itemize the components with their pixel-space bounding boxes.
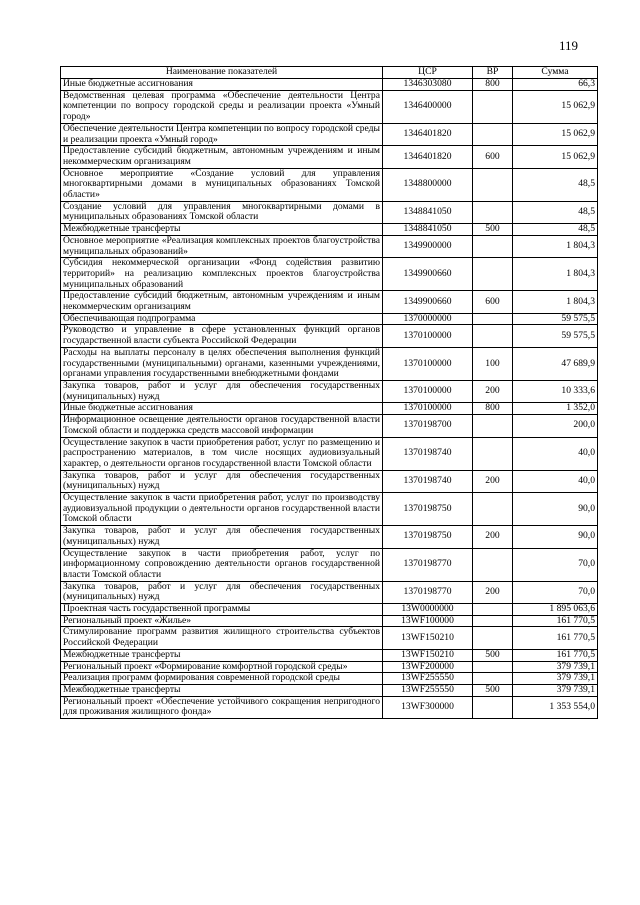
table-row	[61, 224, 598, 236]
row-sum: 59 575,5	[513, 325, 598, 347]
row-vr: 600	[473, 291, 513, 313]
row-csr: 1370100000	[383, 325, 473, 347]
row-sum: 161 770,5	[513, 627, 598, 649]
row-vr: 500	[473, 649, 513, 661]
row-vr	[473, 235, 513, 257]
row-csr: 1370198750	[383, 526, 473, 548]
table-row	[61, 696, 598, 718]
row-csr: 1370100000	[383, 380, 473, 402]
row-csr: 1346401820	[383, 123, 473, 145]
row-name: Закупка товаров, работ и услуг для обеспечения государственных (муниципальных) нужд	[61, 526, 383, 548]
row-csr: 13WF255550	[383, 673, 473, 685]
row-vr	[473, 673, 513, 685]
row-name: Закупка товаров, работ и услуг для обеспечения государственных (муниципальных) нужд	[61, 581, 383, 603]
row-name: Закупка товаров, работ и услуг для обеспечения государственных (муниципальных) нужд	[61, 380, 383, 402]
row-csr: 1370198700	[383, 415, 473, 437]
row-sum: 1 804,3	[513, 235, 598, 257]
row-sum: 66,3	[513, 79, 598, 91]
row-name: Обеспечение деятельности Центра компетенции по вопросу городской среды и реализации проекта «Умный город»	[61, 123, 383, 145]
row-vr	[473, 325, 513, 347]
row-name: Закупка товаров, работ и услуг для обеспечения государственных (муниципальных) нужд	[61, 470, 383, 492]
row-name: Осуществление закупок в части приобретения работ, услуг по информационному сопровождению деятельности органов государственной власти Томской области	[61, 548, 383, 581]
row-sum: 15 062,9	[513, 123, 598, 145]
table-row	[61, 604, 598, 616]
row-sum: 90,0	[513, 493, 598, 526]
row-vr	[473, 437, 513, 470]
row-vr	[473, 615, 513, 627]
row-name: Основное мероприятие «Реализация комплексных проектов благоустройства муниципальных образований»	[61, 235, 383, 257]
row-sum: 15 062,9	[513, 90, 598, 123]
row-csr: 1349900000	[383, 235, 473, 257]
table-row	[61, 201, 598, 223]
row-csr: 1370000000	[383, 313, 473, 325]
table-row	[61, 313, 598, 325]
row-vr	[473, 258, 513, 291]
row-sum: 90,0	[513, 526, 598, 548]
row-vr	[473, 313, 513, 325]
row-vr: 500	[473, 224, 513, 236]
row-sum: 1 895 063,6	[513, 604, 598, 616]
row-vr: 200	[473, 470, 513, 492]
row-vr: 200	[473, 380, 513, 402]
row-csr: 1348841050	[383, 224, 473, 236]
table-row	[61, 123, 598, 145]
row-sum: 48,5	[513, 201, 598, 223]
header-csr: ЦСР	[383, 67, 473, 79]
row-sum: 1 353 554,0	[513, 696, 598, 718]
table-header-row	[61, 67, 598, 79]
row-vr	[473, 661, 513, 673]
row-csr: 1370100000	[383, 347, 473, 380]
row-name: Региональный проект «Обеспечение устойчивого сокращения непригодного для проживания жилищного фонда»	[61, 696, 383, 718]
table-row	[61, 403, 598, 415]
row-sum: 1 804,3	[513, 258, 598, 291]
row-sum: 59 575,5	[513, 313, 598, 325]
row-csr: 13W0000000	[383, 604, 473, 616]
row-sum: 40,0	[513, 470, 598, 492]
table-row	[61, 235, 598, 257]
row-name: Предоставление субсидий бюджетным, автономным учреждениям и иным некоммерческим организациям	[61, 291, 383, 313]
header-sum: Сумма	[513, 67, 598, 79]
row-vr	[473, 696, 513, 718]
row-name: Информационное освещение деятельности органов государственной власти Томской области и поддержка средств массовой информации	[61, 415, 383, 437]
row-vr: 600	[473, 146, 513, 168]
row-name: Реализация программ формирования современной городской среды	[61, 673, 383, 685]
row-name: Проектная часть государственной программы	[61, 604, 383, 616]
row-csr: 13WF200000	[383, 661, 473, 673]
row-name: Ведомственная целевая программа «Обеспечение деятельности Центра компетенции по вопросу городской среды и реализации проекта «Умный город»	[61, 90, 383, 123]
row-sum: 48,5	[513, 168, 598, 201]
row-csr: 1349900660	[383, 258, 473, 291]
row-vr	[473, 627, 513, 649]
row-sum: 379 739,1	[513, 684, 598, 696]
row-name: Создание условий для управления многоквартирными домами в муниципальных образованиях Томской области	[61, 201, 383, 223]
row-name: Основное мероприятие «Создание условий для управления многоквартирными домами в муниципальных образованиях Томской области»	[61, 168, 383, 201]
row-vr	[473, 604, 513, 616]
header-name: Наименование показателей	[61, 67, 383, 79]
row-sum: 10 333,6	[513, 380, 598, 402]
table-row	[61, 146, 598, 168]
table-row	[61, 581, 598, 603]
row-csr: 13WF100000	[383, 615, 473, 627]
row-sum: 379 739,1	[513, 673, 598, 685]
row-vr: 800	[473, 79, 513, 91]
row-csr: 1370198750	[383, 493, 473, 526]
row-name: Стимулирование программ развития жилищного строительства субъектов Российской Федерации	[61, 627, 383, 649]
row-csr: 1370100000	[383, 403, 473, 415]
row-csr: 1370198740	[383, 437, 473, 470]
row-csr: 1370198770	[383, 548, 473, 581]
table-row	[61, 673, 598, 685]
row-name: Межбюджетные трансферты	[61, 224, 383, 236]
page-number: 119	[558, 38, 578, 53]
table-row	[61, 649, 598, 661]
row-vr: 200	[473, 526, 513, 548]
table-row	[61, 380, 598, 402]
table-row	[61, 168, 598, 201]
row-name: Предоставление субсидий бюджетным, автономным учреждениям и иным некоммерческим организациям	[61, 146, 383, 168]
row-csr: 1370198740	[383, 470, 473, 492]
row-vr	[473, 168, 513, 201]
row-sum: 200,0	[513, 415, 598, 437]
row-csr: 13WF150210	[383, 627, 473, 649]
table-row	[61, 291, 598, 313]
table-row	[61, 90, 598, 123]
row-vr	[473, 493, 513, 526]
table-row	[61, 526, 598, 548]
row-csr: 1348800000	[383, 168, 473, 201]
row-name: Обеспечивающая подпрограмма	[61, 313, 383, 325]
row-sum: 47 689,9	[513, 347, 598, 380]
table-row	[61, 684, 598, 696]
row-sum: 161 770,5	[513, 615, 598, 627]
table-row	[61, 470, 598, 492]
table-row	[61, 661, 598, 673]
table-row	[61, 347, 598, 380]
row-vr	[473, 415, 513, 437]
budget-table	[60, 66, 598, 719]
row-name: Руководство и управление в сфере установленных функций органов государственной власти субъекта Российской Федерации	[61, 325, 383, 347]
row-vr	[473, 201, 513, 223]
row-name: Межбюджетные трансферты	[61, 684, 383, 696]
row-csr: 1348841050	[383, 201, 473, 223]
table-row	[61, 437, 598, 470]
row-sum: 1 804,3	[513, 291, 598, 313]
row-vr	[473, 123, 513, 145]
table-row	[61, 615, 598, 627]
row-sum: 40,0	[513, 437, 598, 470]
row-csr: 1346401820	[383, 146, 473, 168]
row-vr: 100	[473, 347, 513, 380]
table-body	[61, 79, 598, 719]
table-row	[61, 79, 598, 91]
table-row	[61, 415, 598, 437]
row-name: Межбюджетные трансферты	[61, 649, 383, 661]
row-csr: 1346303080	[383, 79, 473, 91]
row-csr: 1346400000	[383, 90, 473, 123]
row-sum: 48,5	[513, 224, 598, 236]
header-vr: ВР	[473, 67, 513, 79]
row-csr: 1370198770	[383, 581, 473, 603]
row-csr: 13WF150210	[383, 649, 473, 661]
row-name: Расходы на выплаты персоналу в целях обеспечения выполнения функций государственными (муниципальными) органами, казенными учреждениями, органами управления государственными внебюджетными фондами	[61, 347, 383, 380]
row-name: Субсидия некоммерческой организации «Фонд содействия развитию территорий» на реализацию комплексных проектов благоустройства муниципальных образований	[61, 258, 383, 291]
row-csr: 1349900660	[383, 291, 473, 313]
row-sum: 379 739,1	[513, 661, 598, 673]
row-vr: 500	[473, 684, 513, 696]
row-vr	[473, 548, 513, 581]
row-name: Иные бюджетные ассигнования	[61, 79, 383, 91]
row-csr: 13WF255550	[383, 684, 473, 696]
table-row	[61, 325, 598, 347]
table-row	[61, 627, 598, 649]
row-vr	[473, 90, 513, 123]
row-sum: 1 352,0	[513, 403, 598, 415]
row-csr: 13WF300000	[383, 696, 473, 718]
row-name: Иные бюджетные ассигнования	[61, 403, 383, 415]
row-name: Региональный проект «Формирование комфортной городской среды»	[61, 661, 383, 673]
table-row	[61, 258, 598, 291]
row-name: Осуществление закупок в части приобретения работ, услуг по производству аудиовизуальной продукции о деятельности органов государственной власти Томской области	[61, 493, 383, 526]
row-vr: 200	[473, 581, 513, 603]
row-name: Осуществление закупок в части приобретения работ, услуг по размещению и распространению материалов, в том числе носящих аудиовизуальный характер, о деятельности органов государственной власти Томской области	[61, 437, 383, 470]
row-sum: 70,0	[513, 581, 598, 603]
row-vr: 800	[473, 403, 513, 415]
row-sum: 15 062,9	[513, 146, 598, 168]
table-row	[61, 548, 598, 581]
table-row	[61, 493, 598, 526]
row-sum: 70,0	[513, 548, 598, 581]
row-name: Региональный проект «Жилье»	[61, 615, 383, 627]
row-sum: 161 770,5	[513, 649, 598, 661]
